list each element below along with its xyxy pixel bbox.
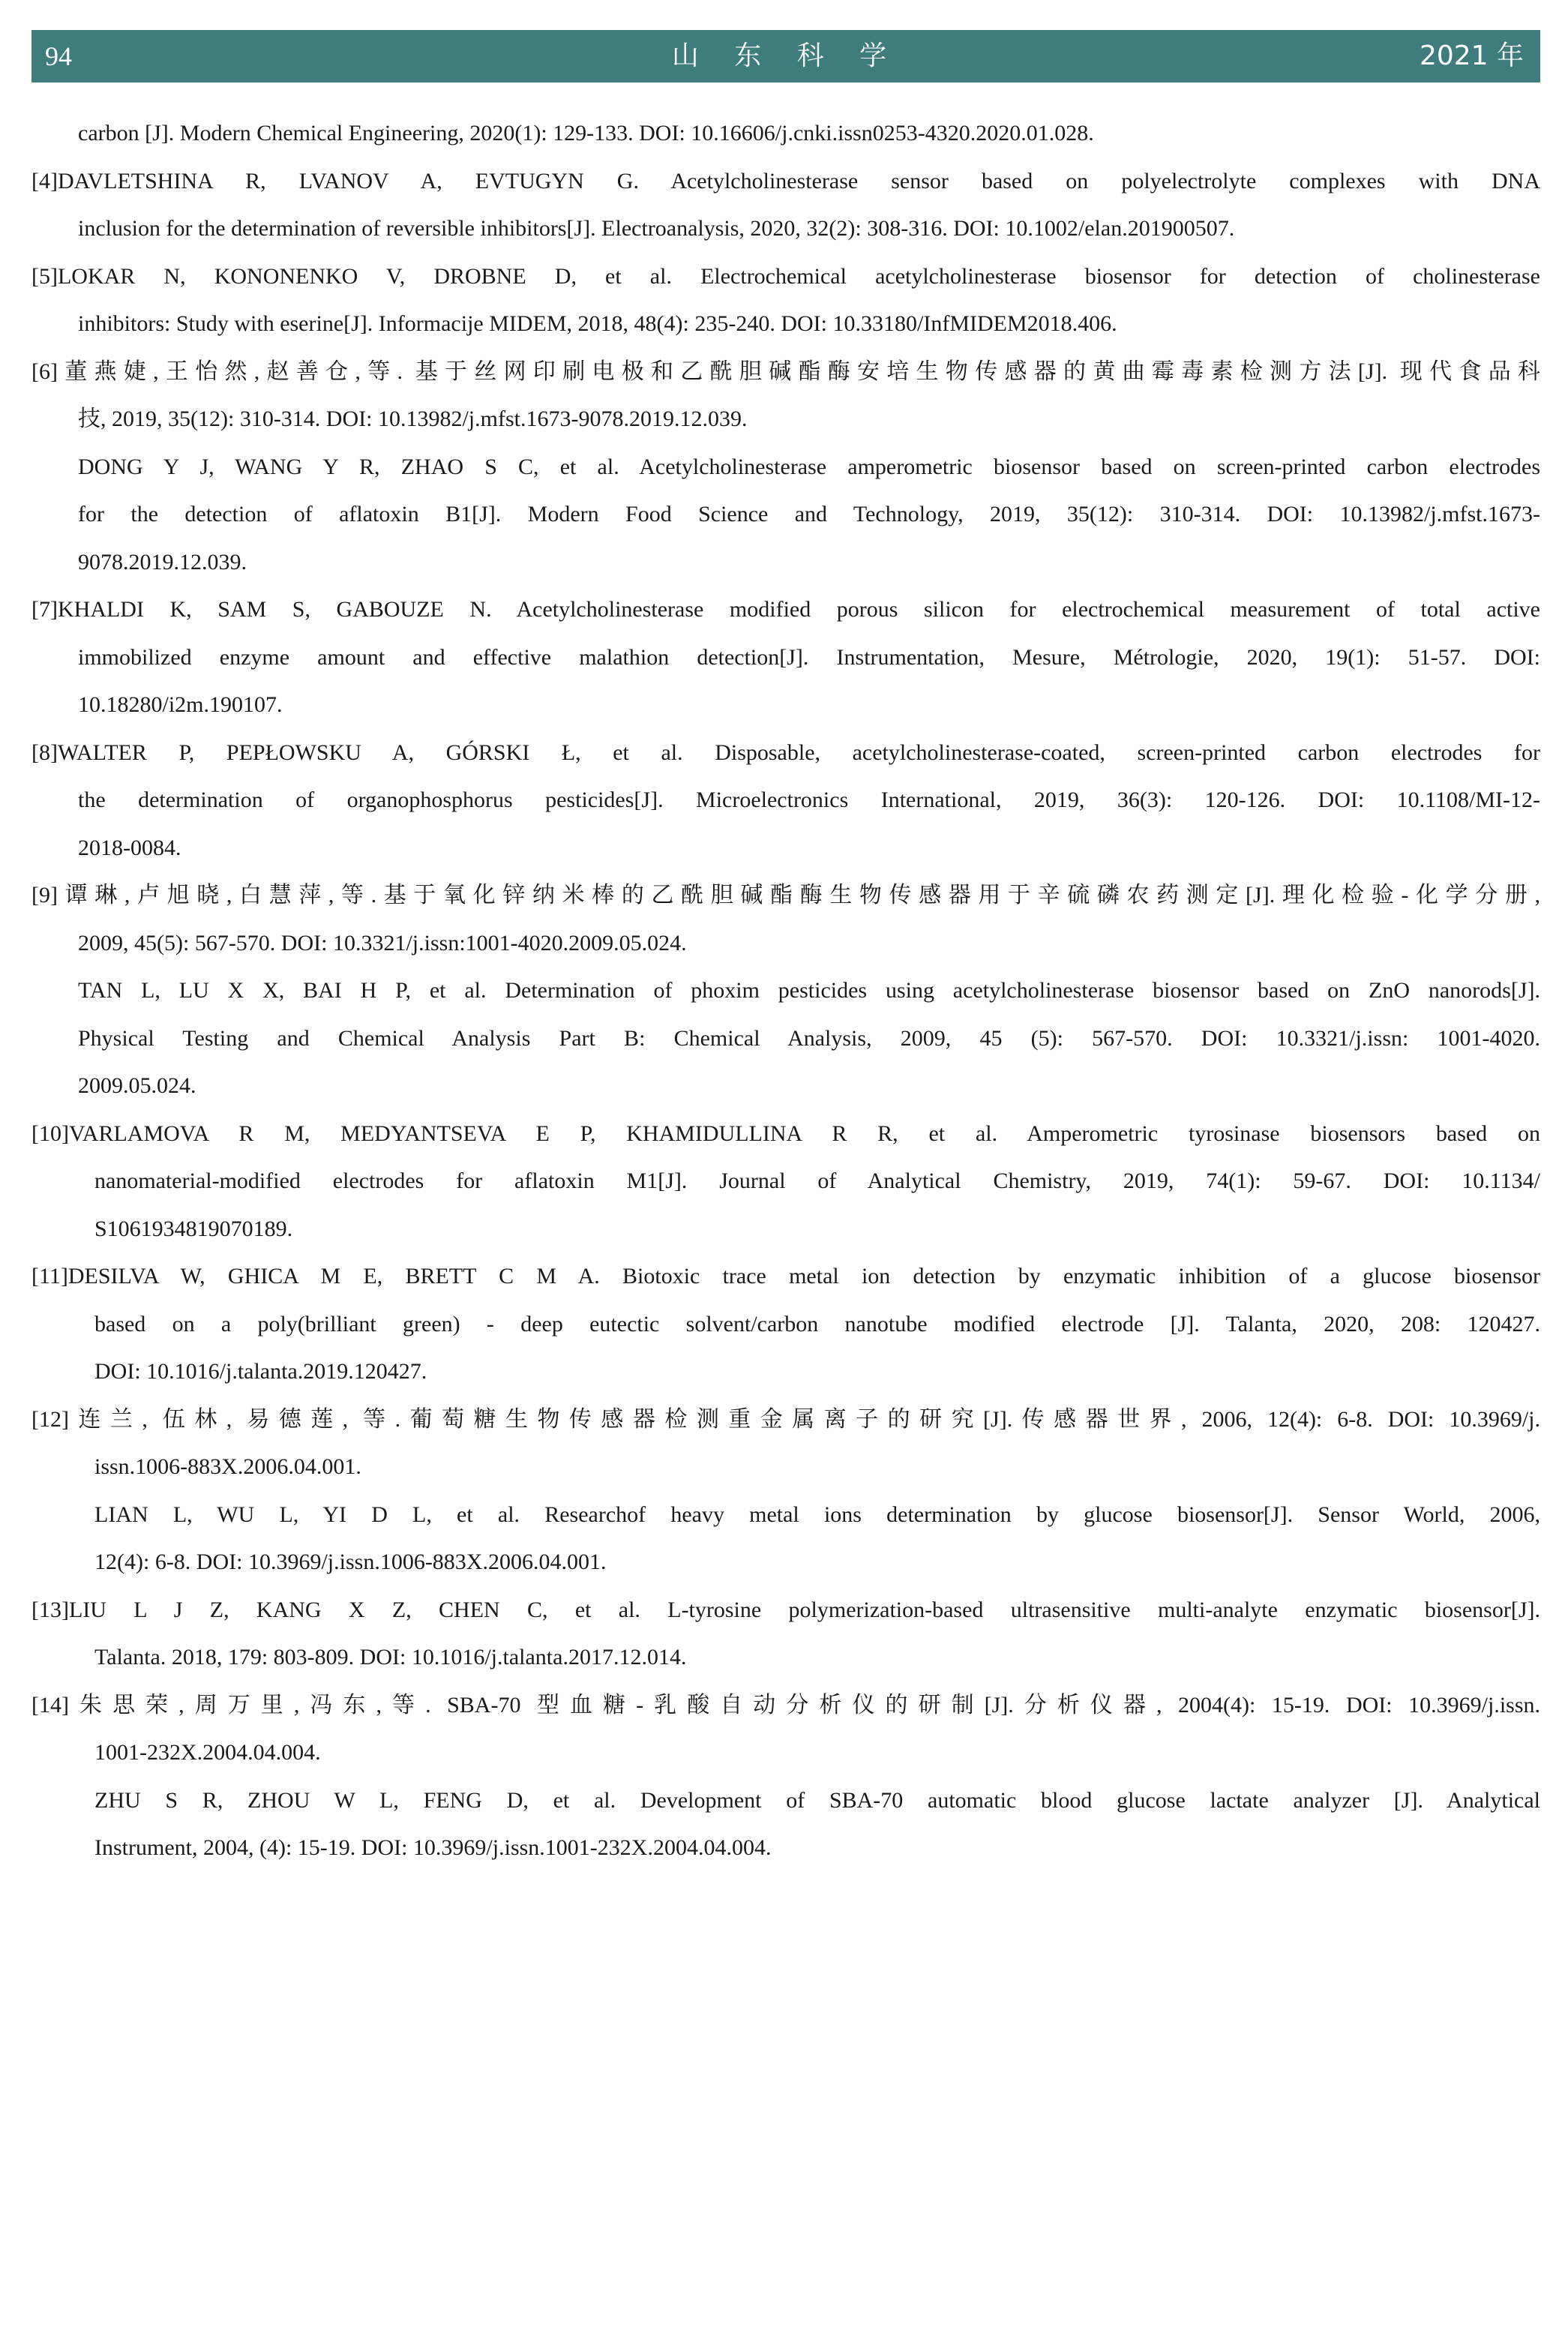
reference-text: DESILVA W, GHICA M E, BRETT C M A. Biotoxic trace metal ion detection by enzymatic inhibition of a glucose biosensor [67,1264,1540,1288]
reference-line: 1001-232X.2004.04.004. [94,1740,321,1765]
reference-line: the determination of organophosphorus pesticides[J]. Microelectronics International, 2019, 36(3): 120-126. DOI: 10.1108/MI-12- [78,788,1540,812]
reference-number: [7] [31,597,58,622]
reference-line [31,158,1540,206]
reference-number: [4] [31,168,58,194]
reference-text: VARLAMOVA R M, MEDYANTSEVA E P, KHAMIDULLINA R R, et al. Amperometric tyrosinase biosensors based on [68,1120,1540,1146]
reference-line: Physical Testing and Chemical Analysis Part B: Chemical Analysis, 2009, 45 (5): 567-570. DOI: 10.3321/j.issn: 1001-4020. [78,1025,1540,1051]
reference-number: [5] [31,263,58,289]
reference-line: ZHU S R, ZHOU W L, FENG D, et al. Development of SBA-70 automatic blood glucose lactate analyzer [J]. Analytical [94,1787,1540,1813]
reference-text: KHALDI K, SAM S, GABOUZE N. Acetylcholinesterase modified porous silicon for electrochemical measurement of total active [57,597,1540,622]
reference-line [31,253,1540,301]
reference-line [31,729,1540,777]
reference-number: [6] [31,358,58,384]
reference-line [31,872,1540,920]
reference-line: inhibitors: Study with eserine[J]. Informacije MIDEM, 2018, 48(4): 235-240. DOI: 10.33180/InfMIDEM2018.406. [78,311,1117,336]
page-number: 94 [45,41,72,71]
reference-entry [31,1110,1540,1253]
reference-line: 12(4): 6-8. DOI: 10.3969/j.issn.1006-883X.2006.04.001. [94,1550,607,1574]
publication-year: 2021 年 [1419,40,1524,71]
reference-line [31,1110,1540,1158]
reference-line [31,586,1540,634]
reference-entry [31,348,1540,586]
reference-text: 董燕婕,王怡然,赵善仓,等. 基于丝网印刷电极和乙酰胆碱酯酶安培生物传感器的黄曲霉毒素检测方法[J]. 现代食品科 [57,358,1540,384]
reference-line: for the detection of aflatoxin B1[J]. Modern Food Science and Technology, 2019, 35(12): 310-314. DOI: 10.13982/j.mfst.1673- [78,502,1540,526]
reference-list [31,110,1540,1872]
running-header [31,30,1540,82]
reference-entry [31,1396,1540,1586]
reference-line: S1061934819070189. [94,1216,293,1241]
reference-entry [31,586,1540,729]
reference-line [31,1586,1540,1634]
reference-entry [31,158,1540,253]
reference-line: based on a poly(brilliant green) - deep eutectic solvent/carbon nanotube modified electrode [J]. Talanta, 2020, 208: 120427. [94,1311,1540,1336]
reference-line: nanomaterial-modified electrodes for aflatoxin M1[J]. Journal of Analytical Chemistry, 2019, 74(1): 59-67. DOI: 10.1134/ [94,1168,1540,1193]
reference-line: Talanta. 2018, 179: 803-809. DOI: 10.1016/j.talanta.2017.12.014. [94,1645,687,1670]
reference-number: [8] [31,740,58,765]
reference-entry [31,253,1540,348]
reference-text: 朱思荣,周万里,冯东,等. SBA-70 型血糖-乳酸自动分析仪的研制[J].分析仪器, 2004(4): 15-19. DOI: 10.3969/j.issn. [68,1692,1540,1718]
reference-entry [31,872,1540,1110]
reference-line: immobilized enzyme amount and effective malathion detection[J]. Instrumentation, Mesure, Métrologie, 2020, 19(1): 51-57. DOI: [78,644,1540,670]
reference-text: 谭琳,卢旭晓,白慧萍,等.基于氧化锌纳米棒的乙酰胆碱酯酶生物传感器用于辛硫磷农药测定[J].理化检验-化学分册, [57,883,1540,908]
reference-entry [31,1586,1540,1682]
reference-line [31,1682,1540,1730]
reference-line: TAN L, LU X X, BAI H P, et al. Determination of phoxim pesticides using acetylcholinesterase biosensor based on ZnO nanorods[J]. [78,978,1540,1003]
reference-line [31,1396,1540,1444]
reference-entry [31,1682,1540,1872]
reference-text: WALTER P, PEPŁOWSKU A, GÓRSKI Ł, et al. Disposable, acetylcholinesterase-coated, screen-printed carbon electrodes for [57,740,1540,765]
reference-line: DOI: 10.1016/j.talanta.2019.120427. [94,1359,427,1384]
reference-text: LIU L J Z, KANG X Z, CHEN C, et al. L-tyrosine polymerization-based ultrasensitive multi-analyte enzymatic biosensor[J]. [68,1597,1540,1622]
reference-line: 2009, 45(5): 567-570. DOI: 10.3321/j.issn:1001-4020.2009.05.024. [78,930,687,956]
reference-number: [10] [31,1120,69,1146]
reference-entry [31,729,1540,872]
reference-line: issn.1006-883X.2006.04.001. [94,1454,361,1479]
reference-number: [9] [31,883,58,908]
reference-number: [13] [31,1597,69,1622]
reference-line: DONG Y J, WANG Y R, ZHAO S C, et al. Acetylcholinesterase amperometric biosensor based on screen-printed carbon electrodes [78,454,1540,479]
reference-line: 9078.2019.12.039. [78,549,247,574]
reference-line: inclusion for the determination of reversible inhibitors[J]. Electroanalysis, 2020, 32(2): 308-316. DOI: 10.1002/elan.201900507. [78,216,1235,241]
reference-text: DAVLETSHINA R, LVANOV A, EVTUGYN G. Acetylcholinesterase sensor based on polyelectrolyte complexes with DNA [57,168,1540,194]
reference-line: carbon [J]. Modern Chemical Engineering, 2020(1): 129-133. DOI: 10.16606/j.cnki.issn0253-4320.2020.01.028. [78,121,1094,146]
reference-line [31,348,1540,396]
reference-line: LIAN L, WU L, YI D L, et al. Researchof heavy metal ions determination by glucose biosensor[J]. Sensor World, 2006, [94,1502,1540,1527]
reference-line: 技, 2019, 35(12): 310-314. DOI: 10.13982/j.mfst.1673-9078.2019.12.039. [78,406,748,431]
reference-line: Instrument, 2004, (4): 15-19. DOI: 10.3969/j.issn.1001-232X.2004.04.004. [94,1835,772,1860]
reference-line: 2018-0084. [78,835,181,860]
reference-line: 2009.05.024. [78,1073,196,1098]
reference-line [31,1252,1540,1300]
reference-text: LOKAR N, KONONENKO V, DROBNE D, et al. Electrochemical acetylcholinesterase biosensor for detection of cholinesterase [57,263,1540,289]
reference-number: [12] [31,1406,69,1432]
reference-text: 连兰, 伍林, 易德莲, 等.葡萄糖生物传感器检测重金属离子的研究[J].传感器世界, 2006, 12(4): 6-8. DOI: 10.3969/j. [68,1406,1540,1432]
reference-entry [31,1252,1540,1396]
journal-name: 山 东 科 学 [671,40,901,71]
reference-line: 10.18280/i2m.190107. [78,692,283,717]
reference-entry [31,110,1540,158]
reference-number: [11] [31,1264,68,1288]
reference-number: [14] [31,1692,69,1718]
